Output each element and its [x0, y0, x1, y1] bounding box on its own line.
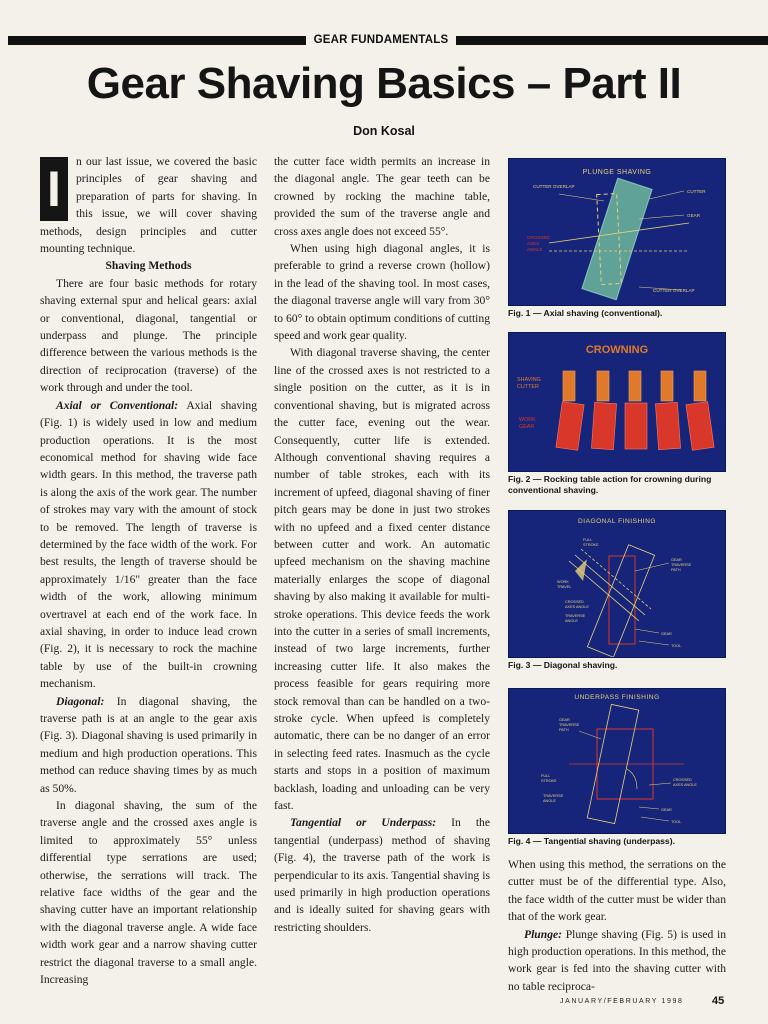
- figure-label: GEAR: [661, 632, 672, 636]
- paragraph: With diagonal traverse shaving, the center line of the crossed axes is not restricted to a single position on the cutter, as it is in conventional shaving, but is migrated across the cutter face, evening out the wear. Consequently, cutter life is extended. Although conventional shaving requires a number of table strokes, each with its increment of upfeed, diagonal shaving of finer pitch gears may be done in just two strokes with no upfeed and a fixed center distance between cutter and work. An automatic upfeed mechanism on the shaving machine materially enlarges the scope of diagonal shaving by also making it available for multi-stroke operations. This device feeds the work into the cutter in a series of small increments, instead of two large increments, further increasing cutter life. It also makes the process feasible for gears requiring more stock removal than can be handled on a two-stroke cycle. When upfeed is completely automatic, there can be no danger of an error in selecting feed rates. Inasmuch as the cycle starts and stops in a position of maximum backlash, loading and unloading can be very fast.: [274, 346, 490, 813]
- run-in-head: Diagonal:: [56, 694, 105, 708]
- paragraph: In diagonal shaving, the sum of the traverse angle and the crossed axes angle is limited to approximately 55° unless differential type serrations are used; otherwise, the serrations will track. The relative face widths of the gear and the shaving cutter have an important relationship with the diagonal traverse angle. A wide face width work gear and a narrow shaving cutter restrict the diagonal traverse to a small angle. Increasing: [40, 799, 257, 987]
- figure-label: GEAR: [661, 808, 672, 812]
- figure-label: ANGLE: [527, 247, 543, 252]
- author-byline: Don Kosal: [353, 124, 415, 138]
- figure-2: [508, 332, 726, 496]
- figure-label: TRAVERSE: [565, 614, 586, 618]
- figure-label: AXES ANGLE: [565, 605, 589, 609]
- paragraph: the cutter face width permits an increase in the diagonal angle. The gear teeth can be crowned by rocking the machine table, provided the sum of the traverse angle and cross axes angle does not exceed 55°.: [274, 155, 490, 238]
- figure-label: WORK: [557, 580, 569, 584]
- figure-label: WORK: [519, 417, 536, 423]
- paragraph: There are four basic methods for rotary shaving external spur and helical gears: axial or conventional, diagonal, tangential or underpass and plunge. The principle difference between the various methods is the direction of reciprocation (traverse) of the work through and under the tool.: [40, 276, 257, 395]
- figure-label: GEAR: [559, 718, 570, 722]
- paragraph-text: Plunge shaving (Fig. 5) is used in high production operations. In this method, the work gear is fed into the shaving cutter with no table reciproca-: [508, 927, 726, 993]
- paragraph: When using this method, the serrations on the cutter must be of the differential type. Also, the face width of the cutter must be wider than that of the work gear.: [508, 858, 726, 924]
- figure-4: [508, 688, 726, 847]
- figure-1-image: [508, 158, 726, 306]
- section-header: [0, 34, 768, 47]
- figure-label: TRAVEL: [557, 585, 572, 589]
- figure-label: GEAR: [671, 558, 682, 562]
- paragraph-plunge: [508, 926, 726, 996]
- paragraph-text: In the tangential (underpass) method of shaving (Fig. 4), the traverse path of the work is perpendicular to its axis. Tangential shaving is used primarily in high production operations and is ideally suited for shaving gears with restricting shoulders.: [274, 816, 490, 934]
- paragraph-text: In diagonal shaving, the traverse path is at an angle to the gear axis (Fig. 3). Diagonal shaving is used primarily in medium and high production operations. This method can reduce shaving times by as much as 50%.: [40, 694, 257, 795]
- figure-label: CUTTER OVERLAP: [533, 184, 575, 189]
- figure-4-image: [508, 688, 726, 834]
- figure-label: PATH: [671, 568, 681, 572]
- figure-label: CROSSED: [565, 600, 584, 604]
- paragraph-axial: [40, 397, 257, 693]
- figure-title: CROWNING: [585, 344, 649, 356]
- intro-paragraph: n our last issue, we covered the basic principles of gear shaving and preparation of parts for shaving. In this issue, we will cover shaving methods, design principles and cutter mounting technique.: [40, 155, 257, 256]
- figure-label: STROKE: [541, 779, 557, 783]
- paragraph-text: Axial shaving (Fig. 1) is widely used in low and medium production operations. It is the most economical method for shaving wide face width gears. In this method, the traverse path is along the axis of the work gear. The number of strokes may vary with the amount of stock to be removed. The length of traverse is determined by the face width of the work. For best results, the length of traverse should be approximately 1/16" greater than the face width of the work, allowing minimum overtravel at each end of the work face. In axial shaving, in order to induce lead crown (Fig. 2), it is necessary to rock the machine table by use of the built-in crowning mechanism.: [40, 398, 257, 691]
- figure-label: STROKE: [583, 543, 599, 547]
- figure-1: [508, 158, 726, 319]
- figure-caption: Fig. 2 — Rocking table action for crowning during conventional shaving.: [508, 474, 712, 495]
- figure-label: CUTTER OVERLAP: [653, 288, 695, 293]
- figure-label: SHAVING: [517, 377, 541, 383]
- figure-label: PATH: [559, 728, 569, 732]
- figure-label: FULL: [541, 774, 551, 778]
- paragraph-diagonal: [40, 693, 257, 797]
- subhead-shaving-methods: Shaving Methods: [105, 259, 192, 273]
- figure-label: GEAR: [519, 424, 535, 430]
- paragraph-tangential: [274, 814, 490, 936]
- figure-label: TRAVERSE: [559, 723, 580, 727]
- figure-label: GEAR: [687, 213, 701, 218]
- figure-label: ANGLE: [565, 619, 578, 623]
- figure-label: CROSSED: [673, 778, 692, 782]
- page-number: 45: [712, 995, 725, 1007]
- header-rule-right: [456, 36, 768, 45]
- drop-cap: I: [40, 157, 68, 221]
- figure-3: [508, 510, 726, 671]
- article-title: Gear Shaving Basics – Part II: [86, 59, 682, 108]
- figure-3-image: [508, 510, 726, 658]
- column-3-text: [508, 856, 726, 995]
- figure-caption: Fig. 3 — Diagonal shaving.: [508, 660, 618, 670]
- figure-title: PLUNGE SHAVING: [582, 169, 652, 176]
- figure-label: TRAVERSE: [671, 563, 692, 567]
- figure-label: CUTTER: [687, 189, 706, 194]
- figure-label: AXES: [527, 241, 540, 246]
- figure-label: TOOL: [671, 820, 682, 824]
- figure-label: FULL: [583, 538, 593, 542]
- figure-title: UNDERPASS FINISHING: [574, 694, 660, 701]
- figure-label: TRAVERSE: [543, 794, 564, 798]
- figure-label: CROSSED: [527, 235, 550, 240]
- header-rule-left: [8, 36, 306, 45]
- column-1: [40, 153, 257, 989]
- section-label: GEAR FUNDAMENTALS: [313, 34, 449, 46]
- column-2: [274, 153, 490, 936]
- paragraph: When using high diagonal angles, it is preferable to grind a reverse crown (hollow) in the lead of the shaving tool. In most cases, the diagonal traverse angle will vary from 30° to 60° to obtain optimum conditions of cutting speed and work gear quality.: [274, 242, 490, 343]
- figure-label: ANGLE: [543, 799, 556, 803]
- run-in-head: Plunge:: [524, 927, 563, 941]
- figure-caption: Fig. 4 — Tangential shaving (underpass).: [508, 836, 675, 846]
- figure-2-image: [508, 332, 726, 472]
- figure-label: TOOL: [671, 644, 682, 648]
- figure-label: AXES ANGLE: [673, 783, 697, 787]
- run-in-head: Axial or Conventional:: [56, 398, 179, 412]
- figure-caption: Fig. 1 — Axial shaving (conventional).: [508, 308, 663, 318]
- issue-date: JANUARY/FEBRUARY 1998: [560, 998, 684, 1005]
- run-in-head: Tangential or Underpass:: [290, 816, 437, 830]
- figure-title: DIAGONAL FINISHING: [578, 518, 656, 525]
- figure-label: CUTTER: [517, 384, 539, 390]
